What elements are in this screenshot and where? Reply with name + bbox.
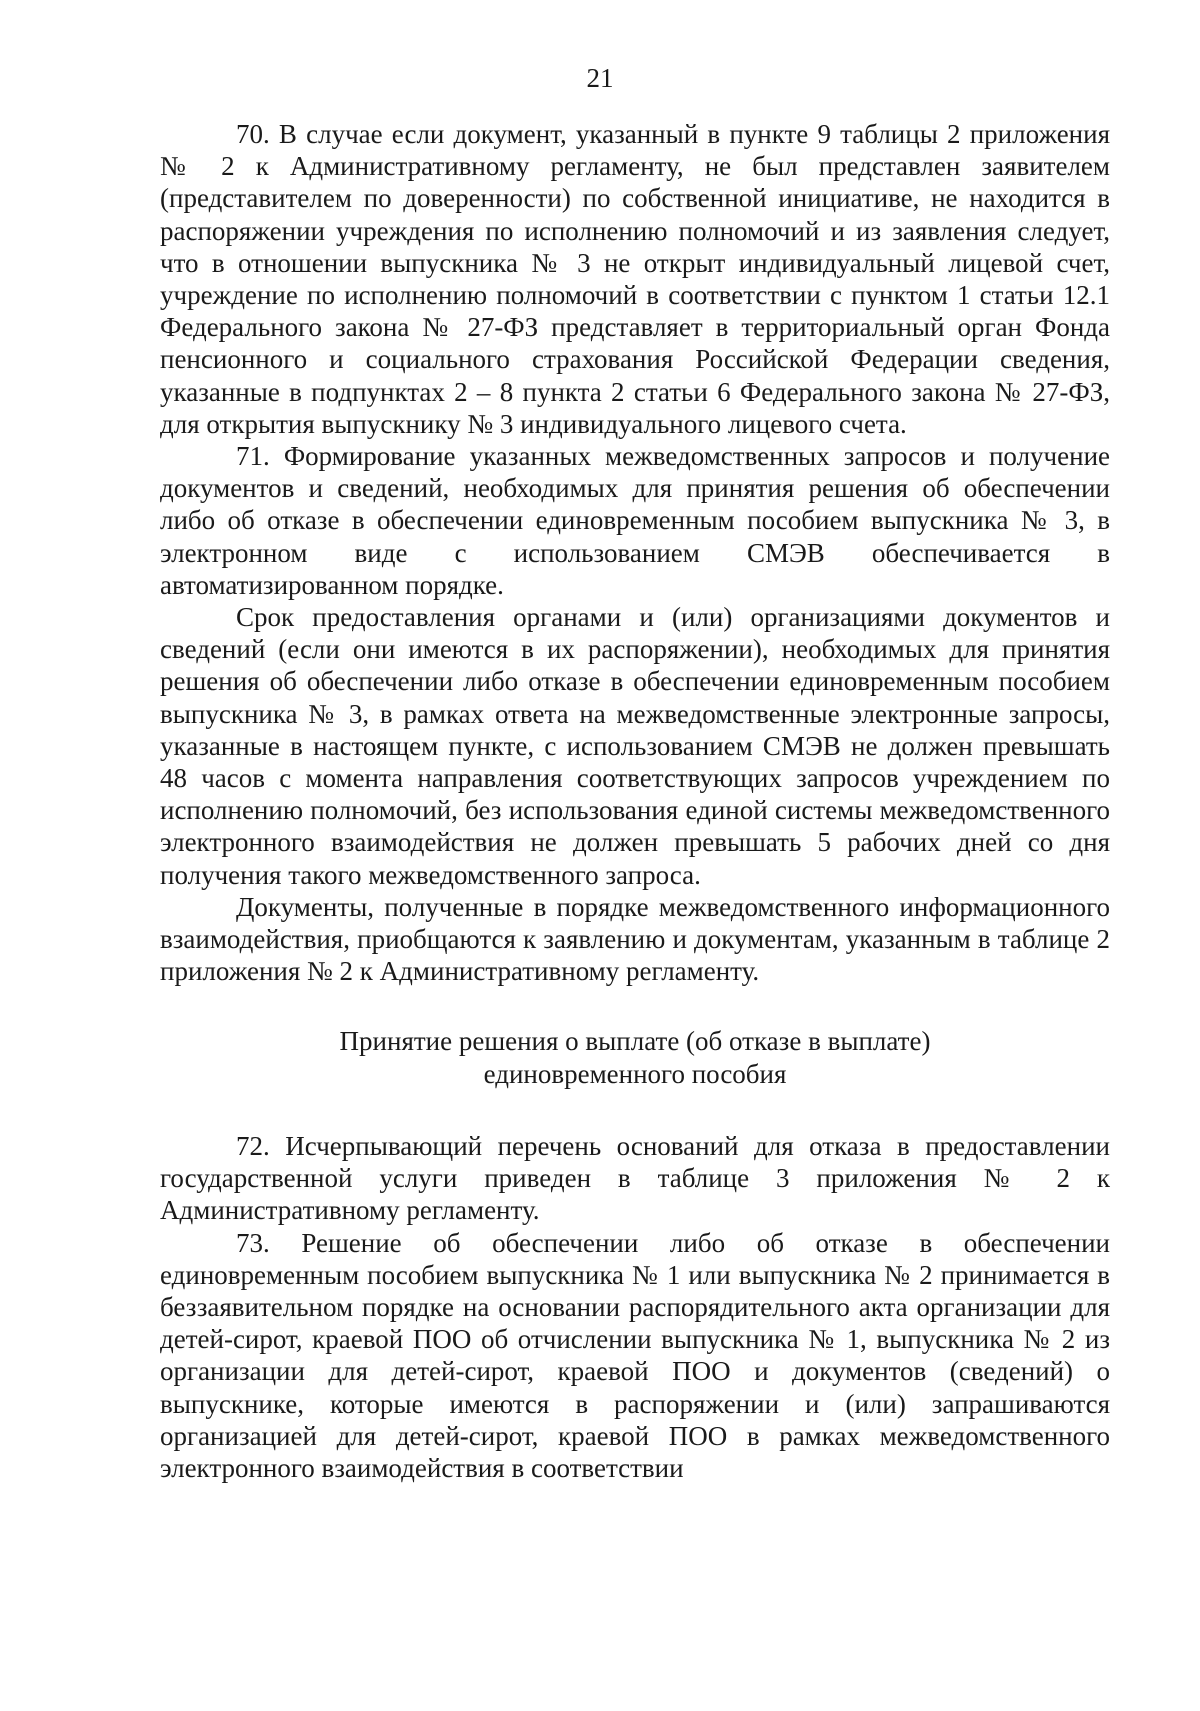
document-body bbox=[160, 118, 1110, 1484]
paragraph-73: 73. Решение об обеспечении либо об отказе в обеспечении единовременным пособием выпускника № 1 или выпускника № 2 принимается в беззаявительном порядке на основании распорядительного акта организации для детей-сирот, краевой ПОО об отчислении выпускника № 1, выпускника № 2 из организации для детей-сирот, краевой ПОО и документов (сведений) о выпускнике, которые имеются в распоряжении и (или) запрашиваются организацией для детей-сирот, краевой ПОО в рамках межведомственного электронного взаимодействия в соответствии bbox=[160, 1227, 1110, 1483]
paragraph-documents-attached: Документы, полученные в порядке межведомственного информационного взаимодействия, приобщаются к заявлению и документам, указанным в таблице 2 приложения № 2 к Административному регламенту. bbox=[160, 891, 1110, 987]
page-number: 21 bbox=[586, 63, 614, 93]
paragraph-71: 71. Формирование указанных межведомственных запросов и получение документов и сведений, необходимых для принятия решения об обеспечении либо об отказе в обеспечении единовременным пособием выпускника № 3, в электронном виде с использованием СМЭВ обеспечивается в автоматизированном порядке. bbox=[160, 441, 1110, 600]
paragraph-72: 72. Исчерпывающий перечень оснований для отказа в предоставлении государственной услуги приведен в таблице 3 приложения № 2 к Административному регламенту. bbox=[160, 1130, 1110, 1226]
paragraph-70: 70. В случае если документ, указанный в пункте 9 таблицы 2 приложения № 2 к Административному регламенту, не был представлен заявителем (представителем по доверенности) по собственной инициативе, не находится в распоряжении учреждения по исполнению полномочий и из заявления следует, что в отношении выпускника № 3 не открыт индивидуальный лицевой счет, учреждение по исполнению полномочий в соответствии с пунктом 1 статьи 12.1 Федерального закона № 27-ФЗ представляет в территориальный орган Фонда пенсионного и социального страхования Российской Федерации сведения, указанные в подпунктах 2 – 8 пункта 2 статьи 6 Федерального закона № 27-ФЗ, для открытия выпускнику № 3 индивидуального лицевого счета. bbox=[160, 119, 1110, 439]
paragraph-request-deadline: Срок предоставления органами и (или) организациями документов и сведений (если они имеются в их распоряжении), необходимых для принятия решения об обеспечении либо отказе в обеспечении единовременным пособием выпускника № 3, в рамках ответа на межведомственные электронные запросы, указанные в настоящем пункте, с использованием СМЭВ не должен превышать 48 часов с момента направления соответствующих запросов учреждением по исполнению полномочий, без использования единой системы межведомственного электронного взаимодействия не должен превышать 5 рабочих дней со дня получения такого межведомственного запроса. bbox=[160, 602, 1110, 890]
section-heading: Принятие решения о выплате (об отказе в выплате) единовременного пособия bbox=[339, 1026, 931, 1089]
